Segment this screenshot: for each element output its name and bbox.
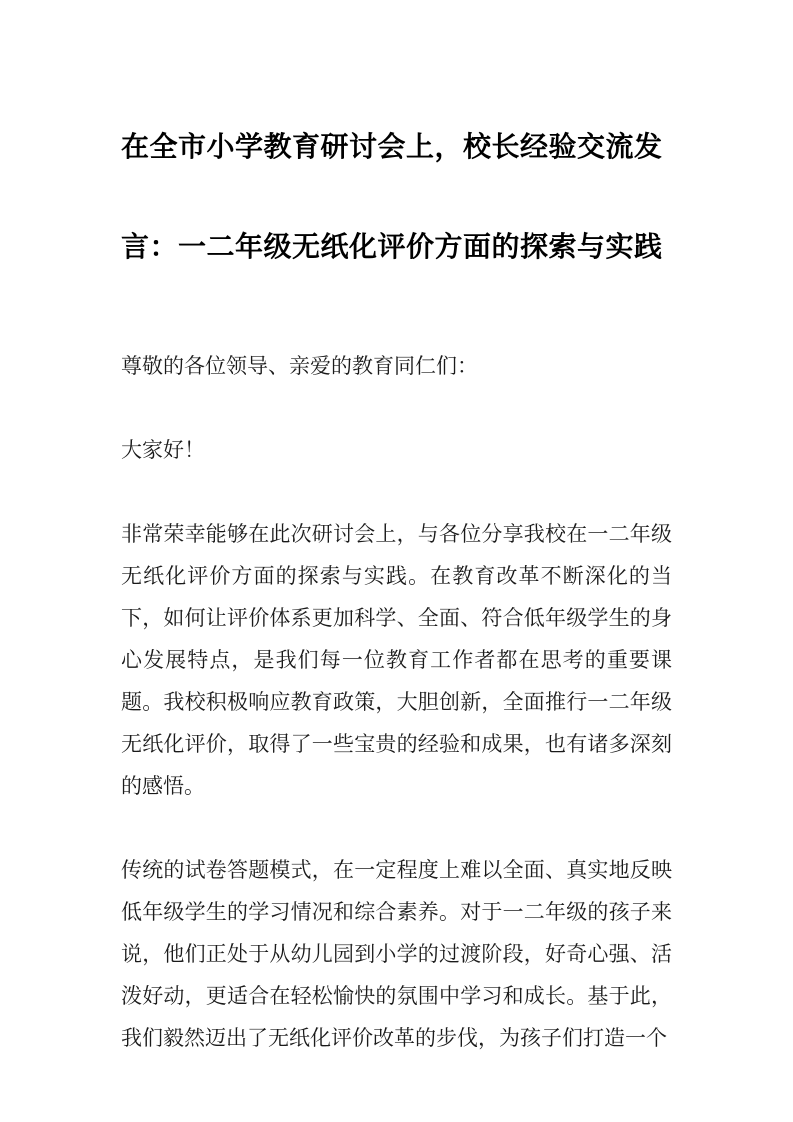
greeting-line: 大家好！ [121, 439, 205, 462]
paragraph-body-truncated: 传统的试卷答题模式，在一定程度上难以全面、真实地反映低年级学生的学习情况和综合素养。对于一二年级的孩子来说，他们正处于从幼儿园到小学的过渡阶段，好奇心强、活泼好动，更适合在轻松愉快的氛围中学习和成长。基于此，我们毅然迈出了无纸化评价改革的步伐，为孩子们打造一个 [121, 859, 672, 1050]
paragraph-intro: 非常荣幸能够在此次研讨会上，与各位分享我校在一二年级无纸化评价方面的探索与实践。在教育改革不断深化的当下，如何让评价体系更加科学、全面、符合低年级学生的身心发展特点，是我们每一位教育工作者都在思考的重要课题。我校积极响应教育政策，大胆创新，全面推行一二年级无纸化评价，取得了一些宝贵的经验和成果，也有诸多深刻的感悟。 [121, 523, 672, 798]
salutation-line: 尊敬的各位领导、亲爱的教育同仁们： [121, 355, 478, 378]
document-title: 在全市小学教育研讨会上，校长经验交流发言：一二年级无纸化评价方面的探索与实践 [121, 131, 663, 262]
